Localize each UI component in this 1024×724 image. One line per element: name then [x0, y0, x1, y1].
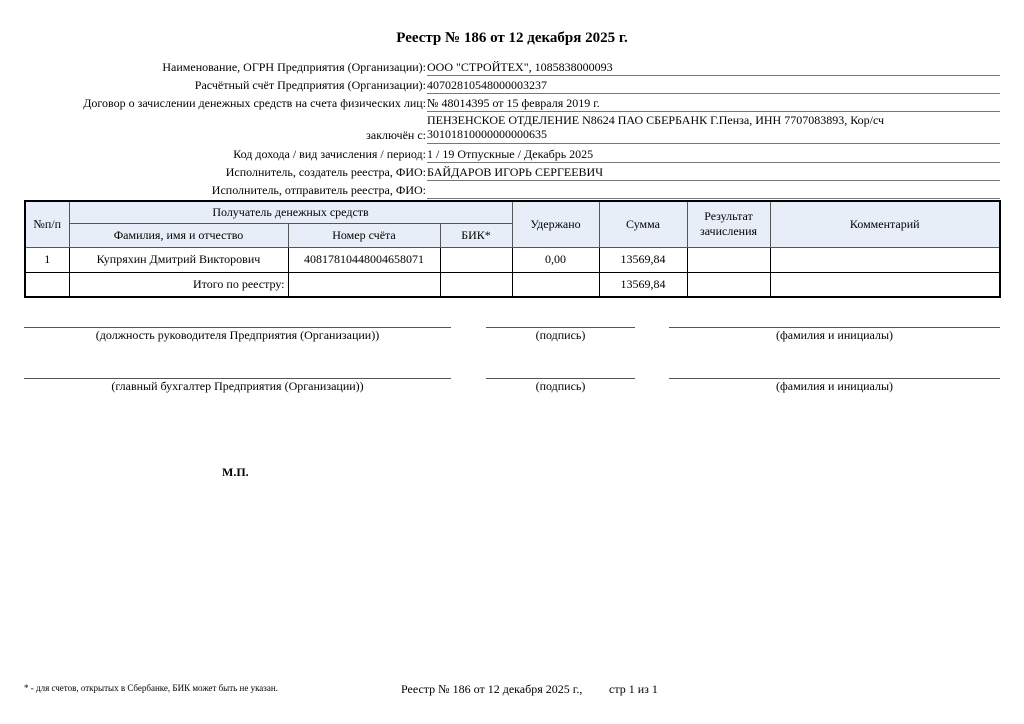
contract-field — [0, 94, 1000, 112]
row-result — [687, 247, 770, 272]
account-value: 40702810548000003237 — [427, 78, 1000, 94]
bank-label: заключён с: — [366, 128, 426, 142]
col-comment-header: Комментарий — [770, 201, 1000, 247]
creator-label: Исполнитель, создатель реестра, ФИО: — [225, 165, 426, 179]
total-empty-num — [25, 272, 69, 297]
stamp-placeholder: М.П. — [222, 465, 249, 479]
contract-value: № 48014395 от 15 февраля 2019 г. — [427, 96, 1000, 112]
col-account-header: Номер счёта — [288, 223, 440, 247]
page-title: Реестр № 186 от 12 декабря 2025 г. — [396, 30, 628, 46]
total-row — [25, 272, 1000, 297]
bank-value: ПЕНЗЕНСКОЕ ОТДЕЛЕНИЕ N8624 ПАО СБЕРБАНК Г.Пенза, ИНН 7707083893, Кор/сч 30101810000000000635 — [427, 113, 1000, 144]
row-name: Купряхин Дмитрий Викторович — [69, 247, 288, 272]
sender-label: Исполнитель, отправитель реестра, ФИО: — [211, 183, 426, 197]
account-field — [0, 76, 1000, 94]
bank-field — [0, 112, 1000, 146]
page-number: стр 1 из 1 — [609, 682, 658, 696]
row-num: 1 — [25, 247, 69, 272]
col-withheld-header: Удержано — [512, 201, 599, 247]
total-label: Итого по реестру: — [69, 272, 288, 297]
org-name-value: ООО "СТРОЙТЕХ", 1085838000093 — [427, 60, 1000, 76]
income-code-value: 1 / 19 Отпускные / Декабрь 2025 — [427, 147, 1000, 163]
account-label: Расчётный счёт Предприятия (Организации): — [194, 78, 426, 92]
income-code-field — [0, 145, 1000, 163]
row-bik — [440, 247, 512, 272]
total-empty-result — [687, 272, 770, 297]
sender-value — [427, 183, 1000, 199]
accountant-position-caption: (главный бухгалтер Предприятия (Организации)) — [111, 379, 364, 393]
col-recipient-header: Получатель денежных средств — [69, 201, 512, 223]
col-name-header: Фамилия, имя и отчество — [69, 223, 288, 247]
creator-value: БАЙДАРОВ ИГОРЬ СЕРГЕЕВИЧ — [427, 165, 1000, 181]
col-sum-header: Сумма — [599, 201, 687, 247]
income-code-label: Код дохода / вид зачисления / период: — [233, 147, 426, 161]
total-empty-comment — [770, 272, 1000, 297]
director-position-caption: (должность руководителя Предприятия (Организации)) — [95, 328, 380, 342]
org-name-field — [0, 58, 1000, 76]
creator-field — [0, 163, 1000, 181]
total-empty-account — [288, 272, 440, 297]
row-account: 40817810448004658071 — [288, 247, 440, 272]
col-result-header: Результат зачисления — [687, 201, 770, 247]
registry-table — [24, 200, 1001, 298]
accountant-sign-caption: (подпись) — [535, 379, 586, 393]
row-comment — [770, 247, 1000, 272]
row-withheld: 0,00 — [512, 247, 599, 272]
footer-title: Реестр № 186 от 12 декабря 2025 г., — [401, 682, 583, 696]
row-sum: 13569,84 — [599, 247, 687, 272]
col-num-header: №п/п — [25, 201, 69, 247]
sender-field — [0, 181, 1000, 199]
org-name-label: Наименование, ОГРН Предприятия (Организации): — [162, 60, 426, 74]
director-name-caption: (фамилия и инициалы) — [775, 328, 894, 342]
director-sign-caption: (подпись) — [535, 328, 586, 342]
total-empty-withheld — [512, 272, 599, 297]
contract-label: Договор о зачислении денежных средств на счета физических лиц: — [83, 96, 426, 110]
total-sum: 13569,84 — [599, 272, 687, 297]
accountant-name-caption: (фамилия и инициалы) — [775, 379, 894, 393]
footnote: * - для счетов, открытых в Сбербанке, БИК может быть не указан. — [24, 683, 278, 693]
col-bik-header: БИК* — [440, 223, 512, 247]
table-row — [25, 247, 1000, 272]
total-empty-bik — [440, 272, 512, 297]
